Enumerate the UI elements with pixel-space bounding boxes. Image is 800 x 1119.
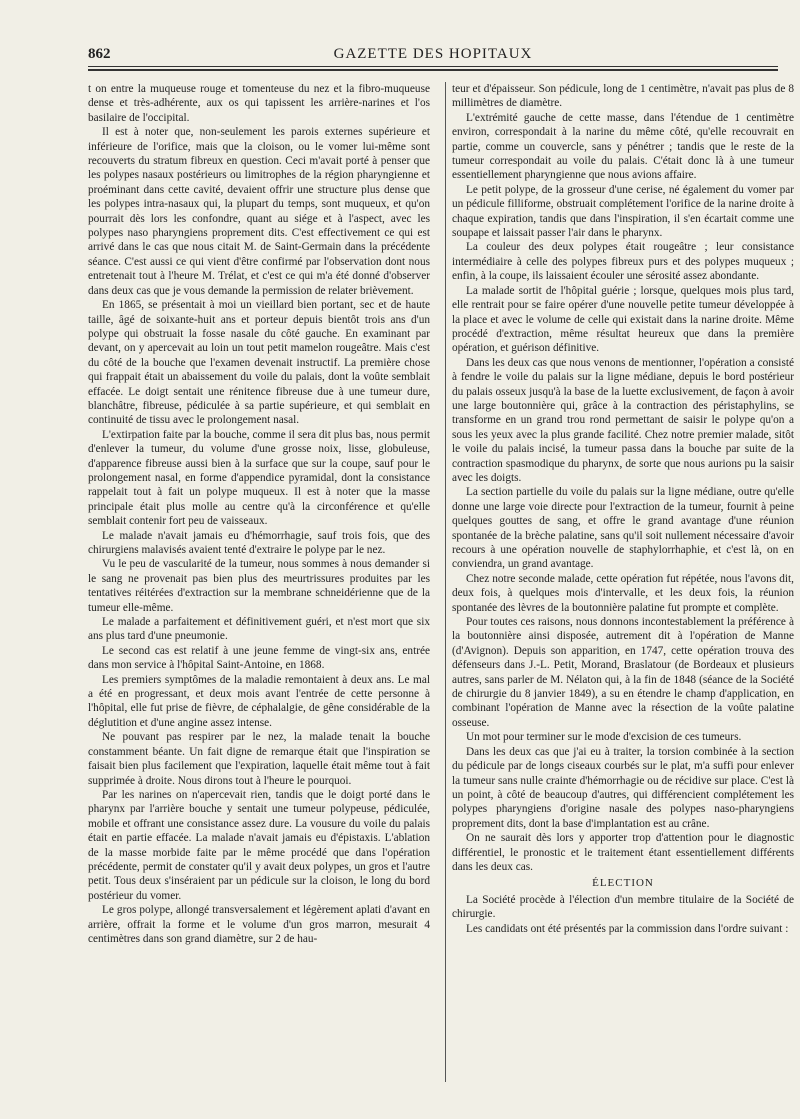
header-rule-thin [88,66,778,67]
paragraph: On ne saurait dès lors y apporter trop d'attention pour le diagnostic différentiel, le pronostic et le traitement étant essentiellement différents dans les deux cas. [452,832,794,873]
paragraph: Ne pouvant pas respirer par le nez, la malade tenait la bouche constamment béante. Un fait digne de remarque était que l'inspiration se faisait bien plus facilement que l'expiration, laquelle était même tout à fait supprimée à droite. Nous dirons tout à l'heure le pourquoi. [88,731,430,787]
paragraph: L'extrémité gauche de cette masse, dans l'étendue de 1 centimètre environ, correspondait à la narine du même côté, qu'elle recouvrait en partie, comme un couvercle, sans y pénétrer ; tandis que le reste de la tumeur correspondait au voile du palais. C'était donc là à une tumeur essentiellement pharyngienne que nous avions affaire. [452,111,794,182]
paragraph: Le malade a parfaitement et définitivement guéri, et n'est mort que six ans plus tard d'une pneumonie. [88,616,430,643]
paragraph: Dans les deux cas que nous venons de mentionner, l'opération a consisté à fendre le voile du palais sur la ligne médiane, depuis le bord postérieur du palais osseux jusqu'à la base de la luette exclusivement, de façon à avoir une large boutonnière qui, grâce à la contraction des péristaphylins, se transforme en un grand trou rond permettant de saisir le polype qu'on a sous les yeux avec la plus grande facilité. Chez notre premier malade, sitôt le voile du palais incisé, la tumeur passa dans la bouche par suite de la contraction spasmodique du pharynx, de sorte que nous aurions pu la saisir avec les doigts. [452,356,794,484]
paragraph: Par les narines on n'apercevait rien, tandis que le doigt porté dans le pharynx par l'arrière bouche y sentait une tumeur polypeuse, pédiculée, mobile et offrant une consistance assez dure. La vousure du voile du palais était en partie effacée. La malade n'avait jamais eu d'épistaxis. L'ablation de la masse morbide faite par le même procédé que dans l'opération précédente, permit de constater qu'il y avait deux polypes, un gros et l'autre petit. Tous deux s'inséraient par un pédicule sur la cloison, le long du bord postérieur du vomer. [88,788,430,902]
header-rule-thick [88,69,778,71]
paragraph: Un mot pour terminer sur le mode d'excision de ces tumeurs. [466,731,742,744]
paragraph: Le petit polype, de la grosseur d'une cerise, né également du vomer par un pédicule filliforme, obstruait complétement l'orifice de la narine droite à chaque expiration, tandis que dans l'inspiration, il s'en écartait comme une soupape et laissait passer l'air dans le pharynx. [452,183,794,240]
election-paragraph: La Société procède à l'élection d'un membre titulaire de la Société de chirurgie. [452,893,794,921]
page-number: 862 [88,46,111,62]
paragraph: Pour toutes ces raisons, nous donnons incontestablement la préférence à la boutonnière ainsi disposée, autrement dit à l'opération de Manne (d'Avignon). Depuis son apparition, en 1747, cette opération trouva des défenseurs dans J.-L. Petit, Morand, Braslatour (de Bordeaux et plusieurs autres, sans parler de M. Nélaton qui, à la fin de 1848 (séance de la Société de chirurgie du 8 janvier 1849), a su en étendre le champ d'application, en combinant l'opération de Manne avec la résection de la voûte palatine osseuse. [452,616,794,729]
left-column [88,82,430,946]
paragraph: La section partielle du voile du palais sur la ligne médiane, outre qu'elle donne une large voie directe pour l'extraction de la tumeur, fournit à peine quelques gouttes de sang, et offre le grand avantage d'une réunion spontanée de la brèche palatine, sans qu'il soit nullement nécessaire d'avoir recours à une opération nouvelle de staphylorrhaphie, et c'est là, on en conviendra, un grand avantage. [452,486,794,571]
paragraph: teur et d'épaisseur. Son pédicule, long de 1 centimètre, n'avait pas plus de 8 millimètres de diamètre. [452,83,794,110]
election-paragraph: Les candidats ont été présentés par la commission dans l'ordre suivant : [466,922,789,935]
election-heading: ÉLECTION [592,877,654,890]
right-column [452,82,794,936]
column-divider [445,82,446,1082]
paragraph: La malade sortit de l'hôpital guérie ; lorsque, quelques mois plus tard, elle rentrait pour se faire opérer d'une nouvelle petite tumeur développée à la place et avec le volume de celle qui existait dans la narine droite. Même procédé d'extraction, même résultat heureux que dans la première opération, et guérison définitive. [452,284,794,355]
paragraph: Chez notre seconde malade, cette opération fut répétée, nous l'avons dit, deux fois, à quelques mois d'intervalle, et les deux fois, la réunion spontanée des lèvres de la boutonnière palatine fut prompte et complète. [452,572,794,614]
paragraph: En 1865, se présentait à moi un vieillard bien portant, sec et de haute taille, âgé de soixante-huit ans et porteur depuis bientôt trois ans d'un polype qui obstruait la fosse nasale du côté gauche. En examinant par devant, on y apercevait au loin un tout petit mamelon rougeâtre. Mais c'est du côté de la bouche que l'examen devenait instructif. La première chose qui frappait était un abaissement du voile du palais, dont la voûte semblait effacée. Le doigt sentait une rénitence fibreuse due à une tumeur dure, blanchâtre, fibreuse, pédiculée à sa partie supérieure, et qui semblait en continuité de tissu avec le prolongement nasal. [88,299,430,427]
paragraph: Les premiers symptômes de la maladie remontaient à deux ans. Le mal a été en progressant, et deux mois avant l'entrée de cette personne à l'hôpital, elle fut prise de fièvre, de céphalalgie, de gêne considérable de la déglutition et d'une angine assez intense. [88,673,430,729]
running-title: GAZETTE DES HOPITAUX [333,46,533,62]
paragraph: t on entre la muqueuse rouge et tomenteuse du nez et la fibro-muqueuse dense et très-adhérente, aux os qui tapissent les arrière-narines et l'os basilaire de l'occipital. [88,83,430,124]
paragraph: L'extirpation faite par la bouche, comme il sera dit plus bas, nous permit d'enlever la tumeur, du volume d'une grosse noix, lisse, globuleuse, d'apparence fibreuse aussi bien à la surface que sur la coupe, sauf pour le prolongement nasal, en forme d'appendice pyramidal, dont la consistance rappelait tout à fait un polype muqueux. Il est à noter que la masse principale était plus molle au centre qu'à la circonférence et qu'elle semblait contenir fort peu de vaisseaux. [88,428,430,528]
paragraph: Le second cas est relatif à une jeune femme de vingt-six ans, entrée dans mon service à l'hôpital Saint-Antoine, en 1868. [88,644,430,672]
paragraph: La couleur des deux polypes était rougeâtre ; leur consistance intermédiaire à celle des polypes fibreux purs et des polypes muqueux ; enfin, à la coupe, ils laissaient écouler une sérosité assez abondante. [452,241,794,283]
paragraph: Vu le peu de vascularité de la tumeur, nous sommes à nous demander si le sang ne provenait pas bien plus des meurtrissures produites par les tentatives réitérées d'extraction sur la membrane schneidérienne que de la tumeur elle-même. [88,558,430,614]
paragraph: Il est à noter que, non-seulement les parois externes supérieure et inférieure de l'orifice, mais que la cloison, ou le vomer lui-même sont recouverts du stratum fibreux en question. Ceci m'avait porté à penser que les polypes nasaux postérieurs ou limitrophes de la région pharyngienne et proéminant dans cette cavité, devaient offrir une structure plus dense que les polypes intra-nasaux qui, la plupart du temps, sont muqueux, et qu'on pourrait dès lors les confondre, quant au siége et à l'aspect, avec les polypes naso pharyngiens proprement dits. C'est effectivement ce qui est arrivé dans le cas que nous citait M. de Saint-Germain dans la précédente séance. C'est aussi ce qui vient d'être confirmé par l'observation dont nous entretenait tout à l'heure M. Trélat, et c'est ce qui m'a été donné d'observer dans deux cas que je vous demande la permission de relater brièvement. [88,126,430,297]
paragraph: Dans les deux cas que j'ai eu à traiter, la torsion combinée à la section du pédicule par de longs ciseaux courbés sur le plat, m'a suffi pour enlever la tumeur sans nulle crainte d'hémorrhagie ou de récidive sur place. C'est là un point, à côté de beaucoup d'autres, qui différencient complétement les polypes pharyngiens d'origine nasale des polypes naso-pharyngiens proprement dits, dont la base d'implantation est au crâne. [452,745,794,830]
paragraph: Le malade n'avait jamais eu d'hémorrhagie, sauf trois fois, que des chirurgiens malavisés avaient tenté d'extraire le polype par le nez. [88,529,430,556]
page-header [88,44,778,66]
paragraph: Le gros polype, allongé transversalement et légèrement aplati d'avant en arrière, offrait la forme et le volume d'un gros marron, mesurait 4 centimètres dans son grand diamètre, sur 2 de hau- [88,904,430,945]
